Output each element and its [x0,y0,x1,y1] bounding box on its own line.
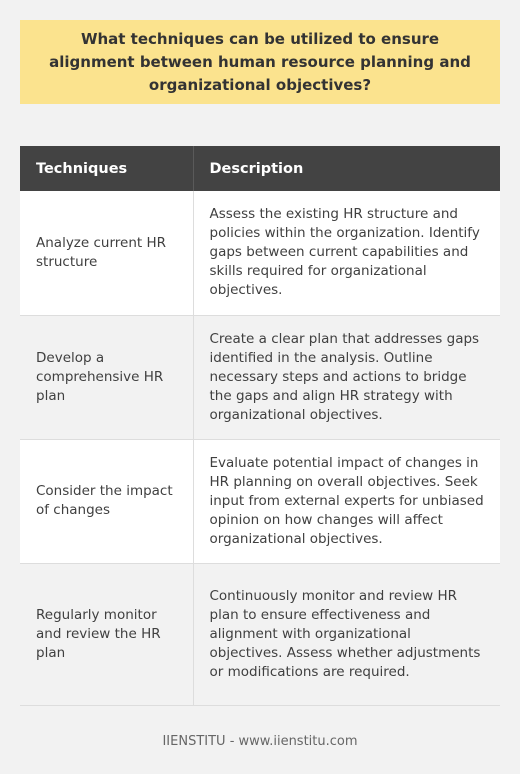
description-cell: Assess the existing HR structure and policies within the organization. Identify gaps between current capabilities and skills required for organizational objectives. [193,191,500,315]
description-cell: Create a clear plan that addresses gaps identified in the analysis. Outline necessary steps and actions to bridge the gaps and align HR strategy with organizational objectives. [193,315,500,439]
question-banner [20,20,500,104]
footer-credit: IIENSTITU - www.iienstitu.com [162,734,358,749]
technique-cell: Regularly monitor and review the HR plan [20,563,193,705]
table-row [20,563,500,705]
header-techniques: Techniques [20,146,193,191]
table-row [20,191,500,315]
techniques-table [20,146,500,706]
technique-cell: Consider the impact of changes [20,439,193,563]
table-header-row [20,146,500,191]
header-description: Description [193,146,500,191]
table-row [20,439,500,563]
table-row [20,315,500,439]
technique-cell: Analyze current HR structure [20,191,193,315]
description-cell: Evaluate potential impact of changes in HR planning on overall objectives. Seek input from external experts for unbiased opinion on how changes will affect organizational objectives. [193,439,500,563]
description-cell: Continuously monitor and review HR plan to ensure effectiveness and alignment with organizational objectives. Assess whether adjustments or modifications are required. [193,563,500,705]
question-text: What techniques can be utilized to ensure alignment between human resource planning and organizational objectives? [49,29,471,94]
technique-cell: Develop a comprehensive HR plan [20,315,193,439]
